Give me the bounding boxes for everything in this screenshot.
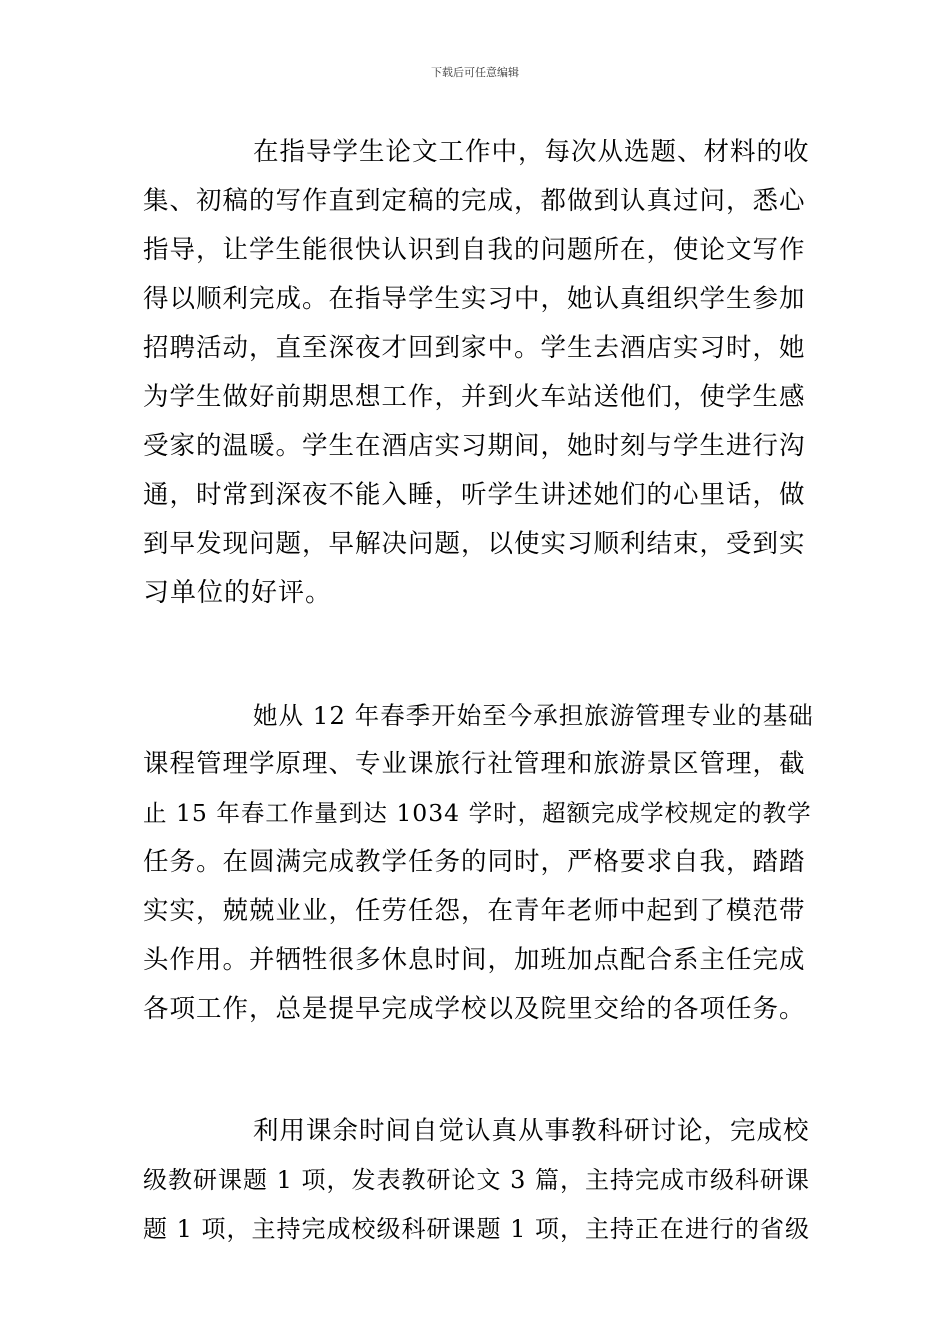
text-line: 到早发现问题，早解决问题，以使实习顺利结束，受到实 <box>143 529 806 559</box>
text-line: 得以顺利完成。在指导学生实习中，她认真组织学生参加 <box>143 284 806 314</box>
text-line: 她从 12 年春季开始至今承担旅游管理专业的基础 <box>253 701 814 730</box>
page-header-note: 下载后可任意编辑 <box>431 66 519 79</box>
document-body <box>143 128 815 1254</box>
text-line: 集、初稿的写作直到定稿的完成，都做到认真过问，悉心 <box>143 186 806 216</box>
text-line: 止 15 年春工作量到达 1034 学时，超额完成学校规定的教学 <box>143 799 812 827</box>
text-line: 受家的温暖。学生在酒店实习期间，她时刻与学生进行沟 <box>143 431 806 461</box>
paragraph-thesis-guidance <box>143 128 815 618</box>
text-line: 为学生做好前期思想工作，并到火车站送他们，使学生感 <box>143 382 806 412</box>
text-line: 题 1 项，主持完成校级科研课题 1 项，主持正在进行的省级 <box>143 1215 811 1243</box>
text-line: 任务。在圆满完成教学任务的同时，严格要求自我，踏踏 <box>143 847 806 877</box>
paragraph-research-work <box>143 1107 815 1254</box>
text-line: 在指导学生论文工作中，每次从选题、材料的收 <box>253 137 810 167</box>
text-line: 利用课余时间自觉认真从事教科研讨论，完成校 <box>253 1116 810 1146</box>
text-line: 各项工作，总是提早完成学校以及院里交给的各项任务。 <box>143 994 806 1024</box>
paragraph-spacer <box>143 618 815 691</box>
text-line: 课程管理学原理、专业课旅行社管理和旅游景区管理，截 <box>143 749 806 779</box>
text-line: 指导，让学生能很快认识到自我的问题所在，使论文写作 <box>143 235 806 265</box>
paragraph-spacer <box>143 1034 815 1107</box>
text-line: 实实，兢兢业业，任劳任怨，在青年老师中起到了模范带 <box>143 896 806 926</box>
text-line: 头作用。并牺牲很多休息时间，加班加点配合系主任完成 <box>143 945 806 975</box>
paragraph-teaching-workload <box>143 691 815 1034</box>
text-line: 招聘活动，直至深夜才回到家中。学生去酒店实习时，她 <box>143 333 806 363</box>
text-line: 通，时常到深夜不能入睡，听学生讲述她们的心里话，做 <box>143 480 806 510</box>
text-line: 习单位的好评。 <box>143 578 333 608</box>
text-line: 级教研课题 1 项，发表教研论文 3 篇，主持完成市级科研课 <box>143 1166 811 1194</box>
